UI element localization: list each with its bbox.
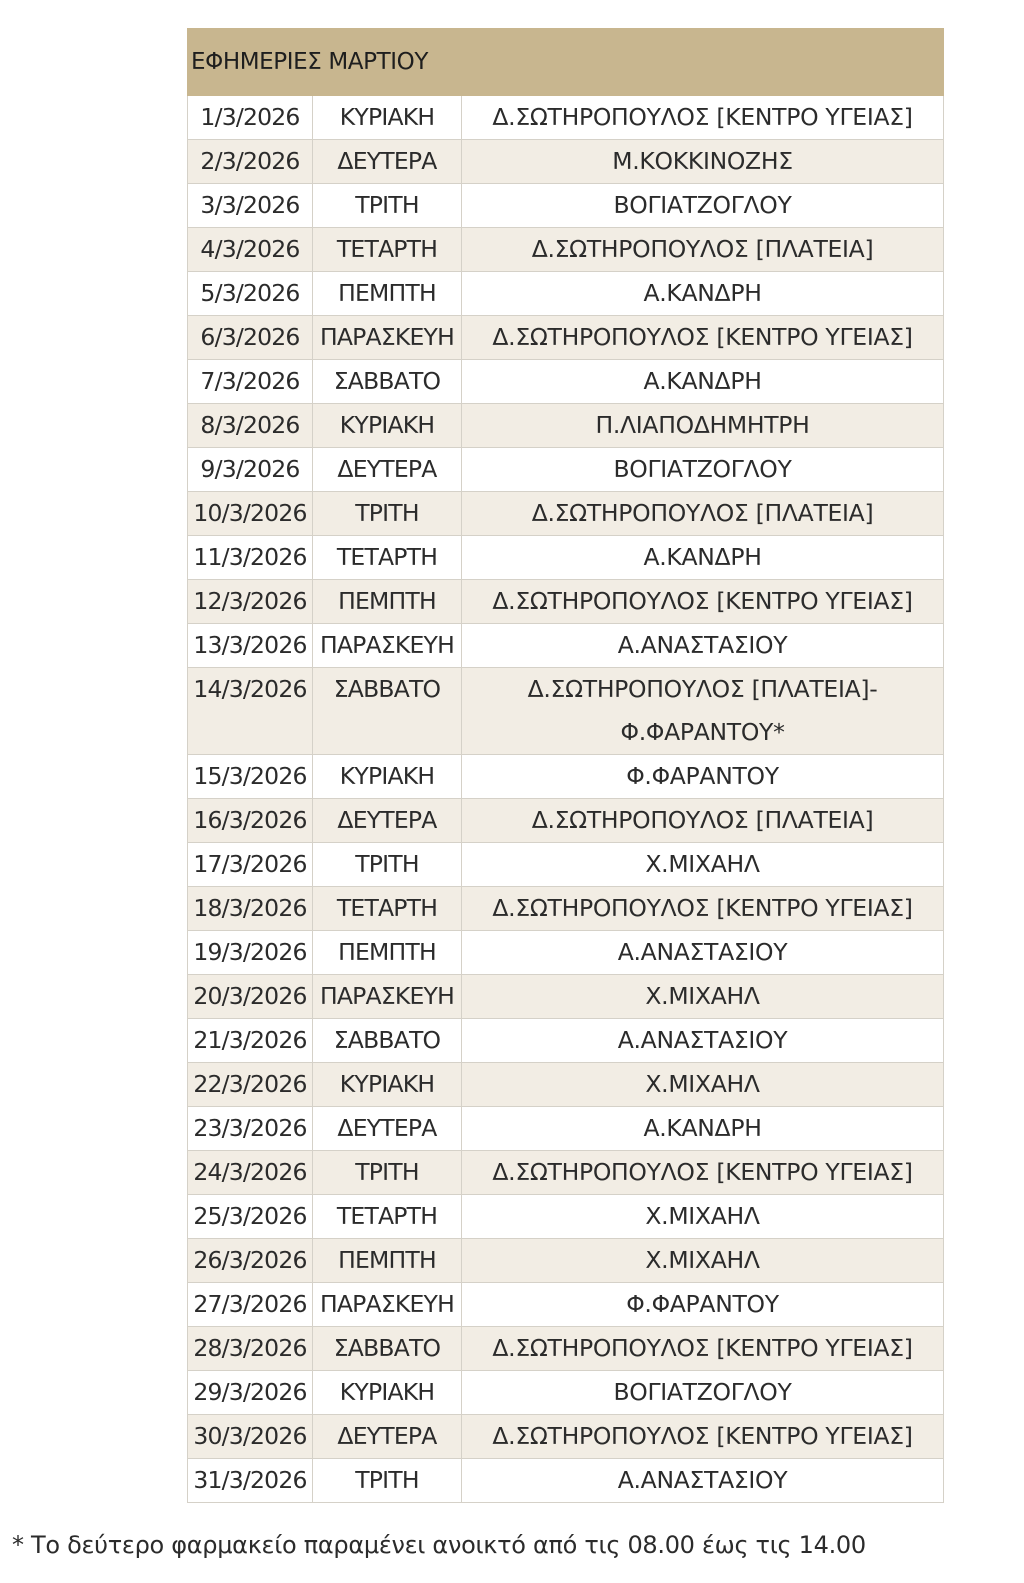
- pharmacy-cell: Δ.ΣΩΤΗΡΟΠΟΥΛΟΣ [ΚΕΝΤΡΟ ΥΓΕΙΑΣ]: [462, 1415, 944, 1459]
- day-cell: ΤΡΙΤΗ: [313, 1151, 462, 1195]
- day-cell: ΠΕΜΠΤΗ: [313, 580, 462, 624]
- pharmacy-cell: Π.ΛΙΑΠΟΔΗΜΗΤΡΗ: [462, 404, 944, 448]
- date-cell: 22/3/2026: [188, 1063, 313, 1107]
- pharmacy-cell: Χ.ΜΙΧΑΗΛ: [462, 1195, 944, 1239]
- table-row: [188, 492, 944, 536]
- pharmacy-cell: Φ.ΦΑΡΑΝΤΟΥ: [462, 1283, 944, 1327]
- pharmacy-cell: Χ.ΜΙΧΑΗΛ: [462, 975, 944, 1019]
- date-cell: 8/3/2026: [188, 404, 313, 448]
- table-row: [188, 228, 944, 272]
- pharmacy-cell: Δ.ΣΩΤΗΡΟΠΟΥΛΟΣ [ΠΛΑΤΕΙΑ]-Φ.ΦΑΡΑΝΤΟΥ*: [462, 668, 944, 755]
- table-row: [188, 1327, 944, 1371]
- table-row: [188, 1283, 944, 1327]
- pharmacy-cell: Α.ΚΑΝΔΡΗ: [462, 536, 944, 580]
- pharmacy-cell: ΒΟΓΙΑΤΖΟΓΛΟΥ: [462, 184, 944, 228]
- table-row: [188, 1107, 944, 1151]
- day-cell: ΠΕΜΠΤΗ: [313, 931, 462, 975]
- pharmacy-cell: Δ.ΣΩΤΗΡΟΠΟΥΛΟΣ [ΠΛΑΤΕΙΑ]: [462, 799, 944, 843]
- day-cell: ΣΑΒΒΑΤΟ: [313, 1019, 462, 1063]
- date-cell: 7/3/2026: [188, 360, 313, 404]
- day-cell: ΠΑΡΑΣΚΕΥΗ: [313, 1283, 462, 1327]
- table-row: [188, 360, 944, 404]
- date-cell: 10/3/2026: [188, 492, 313, 536]
- day-cell: ΔΕΥΤΕΡΑ: [313, 1107, 462, 1151]
- table-row: [188, 316, 944, 360]
- date-cell: 2/3/2026: [188, 140, 313, 184]
- table-row: [188, 140, 944, 184]
- date-cell: 31/3/2026: [188, 1459, 313, 1503]
- day-cell: ΤΡΙΤΗ: [313, 843, 462, 887]
- pharmacy-cell: Δ.ΣΩΤΗΡΟΠΟΥΛΟΣ [ΚΕΝΤΡΟ ΥΓΕΙΑΣ]: [462, 580, 944, 624]
- table-row: [188, 272, 944, 316]
- date-cell: 4/3/2026: [188, 228, 313, 272]
- day-cell: ΣΑΒΒΑΤΟ: [313, 360, 462, 404]
- date-cell: 24/3/2026: [188, 1151, 313, 1195]
- date-cell: 30/3/2026: [188, 1415, 313, 1459]
- date-cell: 19/3/2026: [188, 931, 313, 975]
- date-cell: 28/3/2026: [188, 1327, 313, 1371]
- day-cell: ΔΕΥΤΕΡΑ: [313, 1415, 462, 1459]
- table-header-row: [188, 29, 944, 96]
- table-row: [188, 1063, 944, 1107]
- day-cell: ΤΕΤΑΡΤΗ: [313, 887, 462, 931]
- table-row: [188, 1459, 944, 1503]
- date-cell: 5/3/2026: [188, 272, 313, 316]
- table-title: ΕΦΗΜΕΡΙΕΣ ΜΑΡΤΙΟΥ: [188, 29, 944, 96]
- table-row: [188, 668, 944, 755]
- table-row: [188, 1371, 944, 1415]
- date-cell: 27/3/2026: [188, 1283, 313, 1327]
- date-cell: 18/3/2026: [188, 887, 313, 931]
- table-row: [188, 624, 944, 668]
- pharmacy-cell: Δ.ΣΩΤΗΡΟΠΟΥΛΟΣ [ΚΕΝΤΡΟ ΥΓΕΙΑΣ]: [462, 1327, 944, 1371]
- table-row: [188, 184, 944, 228]
- day-cell: ΠΑΡΑΣΚΕΥΗ: [313, 624, 462, 668]
- table-row: [188, 1239, 944, 1283]
- day-cell: ΤΕΤΑΡΤΗ: [313, 228, 462, 272]
- table-row: [188, 887, 944, 931]
- pharmacy-cell: Χ.ΜΙΧΑΗΛ: [462, 1239, 944, 1283]
- pharmacy-cell: Α.ΚΑΝΔΡΗ: [462, 272, 944, 316]
- date-cell: 16/3/2026: [188, 799, 313, 843]
- pharmacy-cell: Α.ΚΑΝΔΡΗ: [462, 360, 944, 404]
- day-cell: ΚΥΡΙΑΚΗ: [313, 404, 462, 448]
- table-row: [188, 448, 944, 492]
- table-row: [188, 580, 944, 624]
- pharmacy-cell: Χ.ΜΙΧΑΗΛ: [462, 843, 944, 887]
- date-cell: 11/3/2026: [188, 536, 313, 580]
- table-row: [188, 755, 944, 799]
- day-cell: ΤΕΤΑΡΤΗ: [313, 1195, 462, 1239]
- pharmacy-cell: Δ.ΣΩΤΗΡΟΠΟΥΛΟΣ [ΠΛΑΤΕΙΑ]: [462, 228, 944, 272]
- pharmacy-cell: Α.ΑΝΑΣΤΑΣΙΟΥ: [462, 624, 944, 668]
- day-cell: ΤΡΙΤΗ: [313, 492, 462, 536]
- day-cell: ΚΥΡΙΑΚΗ: [313, 1063, 462, 1107]
- pharmacy-cell: Α.ΑΝΑΣΤΑΣΙΟΥ: [462, 931, 944, 975]
- table-row: [188, 843, 944, 887]
- day-cell: ΤΡΙΤΗ: [313, 1459, 462, 1503]
- pharmacy-cell: Δ.ΣΩΤΗΡΟΠΟΥΛΟΣ [ΚΕΝΤΡΟ ΥΓΕΙΑΣ]: [462, 887, 944, 931]
- date-cell: 29/3/2026: [188, 1371, 313, 1415]
- pharmacy-cell: Χ.ΜΙΧΑΗΛ: [462, 1063, 944, 1107]
- pharmacy-cell: Δ.ΣΩΤΗΡΟΠΟΥΛΟΣ [ΚΕΝΤΡΟ ΥΓΕΙΑΣ]: [462, 1151, 944, 1195]
- day-cell: ΚΥΡΙΑΚΗ: [313, 755, 462, 799]
- date-cell: 1/3/2026: [188, 96, 313, 140]
- date-cell: 21/3/2026: [188, 1019, 313, 1063]
- table-row: [188, 1415, 944, 1459]
- date-cell: 13/3/2026: [188, 624, 313, 668]
- pharmacy-cell: Α.ΚΑΝΔΡΗ: [462, 1107, 944, 1151]
- day-cell: ΔΕΥΤΕΡΑ: [313, 140, 462, 184]
- pharmacy-cell: Μ.ΚΟΚΚΙΝΟΖΗΣ: [462, 140, 944, 184]
- date-cell: 15/3/2026: [188, 755, 313, 799]
- table-row: [188, 975, 944, 1019]
- date-cell: 9/3/2026: [188, 448, 313, 492]
- date-cell: 12/3/2026: [188, 580, 313, 624]
- date-cell: 3/3/2026: [188, 184, 313, 228]
- day-cell: ΤΡΙΤΗ: [313, 184, 462, 228]
- table-row: [188, 1019, 944, 1063]
- footnote: * Το δεύτερο φαρμακείο παραμένει ανοικτό από τις 08.00 έως τις 14.00: [12, 1531, 866, 1559]
- pharmacy-cell: Φ.ΦΑΡΑΝΤΟΥ: [462, 755, 944, 799]
- table-row: [188, 536, 944, 580]
- day-cell: ΔΕΥΤΕΡΑ: [313, 799, 462, 843]
- day-cell: ΣΑΒΒΑΤΟ: [313, 668, 462, 755]
- day-cell: ΔΕΥΤΕΡΑ: [313, 448, 462, 492]
- day-cell: ΤΕΤΑΡΤΗ: [313, 536, 462, 580]
- date-cell: 25/3/2026: [188, 1195, 313, 1239]
- pharmacy-cell: Α.ΑΝΑΣΤΑΣΙΟΥ: [462, 1019, 944, 1063]
- day-cell: ΣΑΒΒΑΤΟ: [313, 1327, 462, 1371]
- date-cell: 20/3/2026: [188, 975, 313, 1019]
- duty-schedule-table: [187, 28, 944, 1503]
- day-cell: ΚΥΡΙΑΚΗ: [313, 1371, 462, 1415]
- pharmacy-cell: ΒΟΓΙΑΤΖΟΓΛΟΥ: [462, 1371, 944, 1415]
- pharmacy-cell: Δ.ΣΩΤΗΡΟΠΟΥΛΟΣ [ΚΕΝΤΡΟ ΥΓΕΙΑΣ]: [462, 96, 944, 140]
- day-cell: ΠΑΡΑΣΚΕΥΗ: [313, 975, 462, 1019]
- table-row: [188, 1195, 944, 1239]
- date-cell: 26/3/2026: [188, 1239, 313, 1283]
- day-cell: ΠΑΡΑΣΚΕΥΗ: [313, 316, 462, 360]
- table-row: [188, 1151, 944, 1195]
- day-cell: ΠΕΜΠΤΗ: [313, 1239, 462, 1283]
- pharmacy-cell: Δ.ΣΩΤΗΡΟΠΟΥΛΟΣ [ΚΕΝΤΡΟ ΥΓΕΙΑΣ]: [462, 316, 944, 360]
- table-row: [188, 96, 944, 140]
- date-cell: 17/3/2026: [188, 843, 313, 887]
- table-row: [188, 404, 944, 448]
- table-body: [188, 96, 944, 1503]
- date-cell: 6/3/2026: [188, 316, 313, 360]
- table-row: [188, 931, 944, 975]
- pharmacy-cell: ΒΟΓΙΑΤΖΟΓΛΟΥ: [462, 448, 944, 492]
- date-cell: 14/3/2026: [188, 668, 313, 755]
- pharmacy-cell: Δ.ΣΩΤΗΡΟΠΟΥΛΟΣ [ΠΛΑΤΕΙΑ]: [462, 492, 944, 536]
- day-cell: ΠΕΜΠΤΗ: [313, 272, 462, 316]
- table-row: [188, 799, 944, 843]
- date-cell: 23/3/2026: [188, 1107, 313, 1151]
- day-cell: ΚΥΡΙΑΚΗ: [313, 96, 462, 140]
- pharmacy-cell: Α.ΑΝΑΣΤΑΣΙΟΥ: [462, 1459, 944, 1503]
